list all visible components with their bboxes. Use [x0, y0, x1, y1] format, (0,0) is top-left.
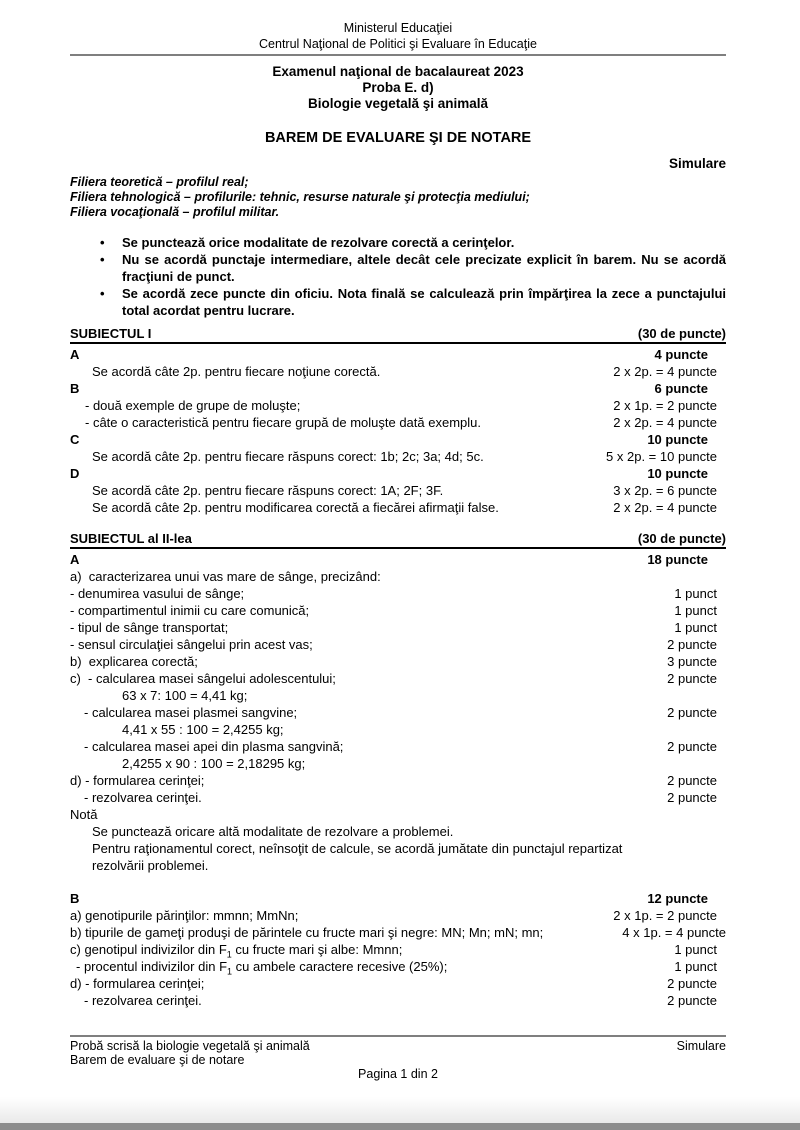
row-points: 2 x 2p. = 4 puncte — [613, 364, 717, 379]
row-text-post: cu fructe mari şi albe: Mmnn; — [231, 942, 403, 957]
row-text: b) tipurile de gameţi produşi de părintele cu fructe mari şi negre: MN; Mn; mN; mn; — [70, 925, 544, 940]
filiera-line: Filiera vocaţională – profilul militar. — [70, 205, 280, 219]
barem-row — [70, 551, 726, 568]
row-text: - denumirea vasului de sânge; — [70, 586, 245, 601]
row-text: Notă — [70, 807, 98, 822]
row-label: D — [70, 466, 80, 481]
barem-row — [70, 448, 726, 465]
row-text: d) - formularea cerinţei; — [70, 773, 205, 788]
barem-row — [70, 907, 726, 924]
row-text: rezolvării problemei. — [92, 858, 209, 873]
page-content — [70, 0, 726, 1009]
filiera-line: Filiera teoretică – profilul real; — [70, 175, 249, 189]
footer-page-number: Pagina 1 din 2 — [358, 1067, 438, 1081]
row-text: - câte o caracteristică pentru fiecare grupă de moluşte dată exemplu. — [85, 415, 481, 430]
row-text-pre: - procentul indivizilor din F — [76, 959, 228, 974]
rule-item — [70, 251, 726, 285]
row-text: Se acordă câte 2p. pentru modificarea corectă a fiecărei afirmaţii false. — [92, 500, 499, 515]
rule-item — [70, 285, 726, 319]
row-text: - rezolvarea cerinţei. — [84, 993, 202, 1008]
barem-row — [70, 568, 726, 585]
barem-row — [70, 958, 726, 975]
row-label: C — [70, 432, 80, 447]
section-subiectul-2 — [70, 530, 726, 1009]
row-points: 1 punct — [674, 942, 717, 957]
row-points: 2 x 2p. = 4 puncte — [613, 500, 717, 515]
rules-list — [70, 234, 726, 319]
barem-row — [70, 924, 726, 941]
row-points: 2 puncte — [667, 976, 717, 991]
row-text: - compartimentul inimii cu care comunică; — [70, 603, 310, 618]
row-text: b) explicarea corectă; — [70, 654, 198, 669]
barem-row — [70, 414, 726, 431]
barem-title: BAREM DE EVALUARE ŞI DE NOTARE — [264, 130, 532, 146]
filiera-block — [70, 175, 726, 220]
row-label: B — [70, 381, 80, 396]
row-calculation: 4,41 x 55 : 100 = 2,4255 kg; — [122, 722, 284, 737]
rule-item — [70, 234, 726, 251]
section-heading-label: SUBIECTUL I — [70, 326, 152, 341]
row-points: 12 puncte — [647, 891, 708, 906]
row-label: A — [70, 552, 80, 567]
section-heading — [70, 530, 726, 549]
row-text: Se punctează oricare altă modalitate de rezolvare a problemei. — [92, 824, 454, 839]
row-text: Pentru raţionamentul corect, neînsoţit de calcule, se acordă jumătate din punctajul repartizat — [92, 841, 623, 856]
document-header — [70, 0, 726, 56]
row-points: 6 puncte — [654, 381, 708, 396]
row-points: 10 puncte — [647, 432, 708, 447]
proba-title: Proba E. d) — [362, 80, 434, 95]
row-points: 2 puncte — [667, 739, 717, 754]
row-text-pre: c) genotipul indivizilor din F — [70, 942, 227, 957]
row-points: 1 punct — [674, 959, 717, 974]
nota-line — [70, 840, 726, 857]
row-points: 2 puncte — [667, 773, 717, 788]
section-subiectul-1 — [70, 325, 726, 516]
row-points: 18 puncte — [647, 552, 708, 567]
discipline-title: Biologie vegetală şi animală — [307, 96, 489, 111]
nota-line — [70, 857, 726, 874]
barem-row — [70, 653, 726, 670]
barem-row — [70, 670, 726, 687]
row-text: - două exemple de grupe de moluşte; — [85, 398, 301, 413]
row-text: - calcularea masei plasmei sangvine; — [84, 705, 298, 720]
row-points: 3 puncte — [667, 654, 717, 669]
section-heading-points: (30 de puncte) — [637, 326, 726, 341]
row-text: Se acordă câte 2p. pentru fiecare noţiune corectă. — [92, 364, 381, 379]
row-points: 3 x 2p. = 6 puncte — [613, 483, 717, 498]
barem-row — [70, 890, 726, 907]
barem-row — [70, 465, 726, 482]
barem-row — [70, 346, 726, 363]
row-points: 2 puncte — [667, 637, 717, 652]
row-text: Se acordă câte 2p. pentru fiecare răspuns corect: 1A; 2F; 3F. — [92, 483, 444, 498]
row-text: - calcularea masei apei din plasma sangvină; — [84, 739, 344, 754]
row-points: 2 x 1p. = 2 puncte — [613, 398, 717, 413]
row-calculation: 63 x 7: 100 = 4,41 kg; — [122, 688, 248, 703]
footer-row — [70, 1040, 726, 1054]
bullet-icon: • — [100, 286, 105, 301]
row-points: 2 puncte — [667, 671, 717, 686]
session-label: Simulare — [668, 156, 726, 171]
row-points: 5 x 2p. = 10 puncte — [606, 449, 717, 464]
section-heading-points: (30 de puncte) — [637, 531, 726, 546]
row-points: 2 puncte — [667, 993, 717, 1008]
center-line: Centrul Naţional de Politici şi Evaluare în Educaţie — [259, 37, 537, 51]
row-text: c) - calcularea masei sângelui adolescentului; — [70, 671, 336, 686]
nota-line — [70, 823, 726, 840]
barem-row — [70, 772, 726, 789]
barem-row — [70, 789, 726, 806]
footer-barem: Barem de evaluare şi de notare — [70, 1052, 245, 1067]
nota-heading — [70, 806, 726, 823]
barem-row — [70, 975, 726, 992]
row-points: 1 punct — [674, 586, 717, 601]
row-points: 2 x 2p. = 4 puncte — [613, 415, 717, 430]
row-points: 4 x 1p. = 4 puncte — [622, 925, 726, 940]
barem-row — [70, 992, 726, 1009]
row-text: Se acordă câte 2p. pentru fiecare răspuns corect: 1b; 2c; 3a; 4d; 5c. — [92, 449, 484, 464]
barem-row — [70, 721, 726, 738]
barem-row — [70, 380, 726, 397]
rule-text: Se punctează orice modalitate de rezolvare corectă a cerinţelor. — [122, 235, 515, 250]
barem-row — [70, 738, 726, 755]
row-text — [70, 958, 674, 975]
row-text: a) caracterizarea unui vas mare de sânge, precizând: — [70, 569, 381, 584]
page-bottom-shadow — [0, 1097, 800, 1123]
section-heading — [70, 325, 726, 344]
footer-session: Simulare — [676, 1039, 726, 1053]
ministry-line: Ministerul Educaţiei — [343, 21, 453, 35]
filiera-line: Filiera tehnologică – profilurile: tehnic, resurse naturale şi protecţia mediului; — [70, 190, 530, 204]
subscript: 1 — [226, 949, 232, 960]
barem-row — [70, 431, 726, 448]
barem-row — [70, 363, 726, 380]
bullet-icon: • — [100, 252, 105, 267]
row-points: 4 puncte — [654, 347, 708, 362]
viewer-page-edge — [0, 1123, 800, 1130]
footer-proba: Probă scrisă la biologie vegetală şi animală — [70, 1039, 310, 1053]
barem-row — [70, 687, 726, 704]
barem-row — [70, 585, 726, 602]
title-block — [70, 64, 726, 112]
row-text: - tipul de sânge transportat; — [70, 620, 229, 635]
row-text — [70, 941, 674, 958]
row-points: 2 puncte — [667, 790, 717, 805]
row-text: a) genotipurile părinţilor: mmnn; MmNn; — [70, 908, 299, 923]
row-points: 10 puncte — [647, 466, 708, 481]
bullet-icon: • — [100, 235, 105, 250]
row-points: 2 puncte — [667, 705, 717, 720]
exam-title: Examenul naţional de bacalaureat 2023 — [272, 64, 524, 79]
barem-row — [70, 755, 726, 772]
section-heading-label: SUBIECTUL al II-lea — [70, 531, 192, 546]
barem-row — [70, 482, 726, 499]
row-text: - rezolvarea cerinţei. — [84, 790, 202, 805]
barem-row — [70, 704, 726, 721]
row-label: B — [70, 891, 80, 906]
row-text-post: cu ambele caractere recesive (25%); — [232, 959, 448, 974]
row-label: A — [70, 347, 80, 362]
row-points: 1 punct — [674, 620, 717, 635]
barem-row — [70, 619, 726, 636]
barem-row — [70, 941, 726, 958]
row-points: 1 punct — [674, 603, 717, 618]
rule-text: Nu se acordă punctaje intermediare, altele decât cele precizate explicit în barem. Nu se acordă fracţiuni de punct. — [122, 252, 726, 284]
row-calculation: 2,4255 x 90 : 100 = 2,18295 kg; — [122, 756, 306, 771]
row-text: d) - formularea cerinţei; — [70, 976, 205, 991]
rule-text: Se acordă zece puncte din oficiu. Nota finală se calculează prin împărţirea la zece a punctajului total acordat pentru lucrare. — [122, 286, 726, 318]
row-points: 2 x 1p. = 2 puncte — [613, 908, 717, 923]
barem-row — [70, 499, 726, 516]
barem-row — [70, 397, 726, 414]
barem-row — [70, 602, 726, 619]
row-text: - sensul circulaţiei sângelui prin acest vas; — [70, 637, 313, 652]
subscript: 1 — [227, 966, 233, 977]
document-footer — [70, 1035, 726, 1082]
barem-row — [70, 636, 726, 653]
